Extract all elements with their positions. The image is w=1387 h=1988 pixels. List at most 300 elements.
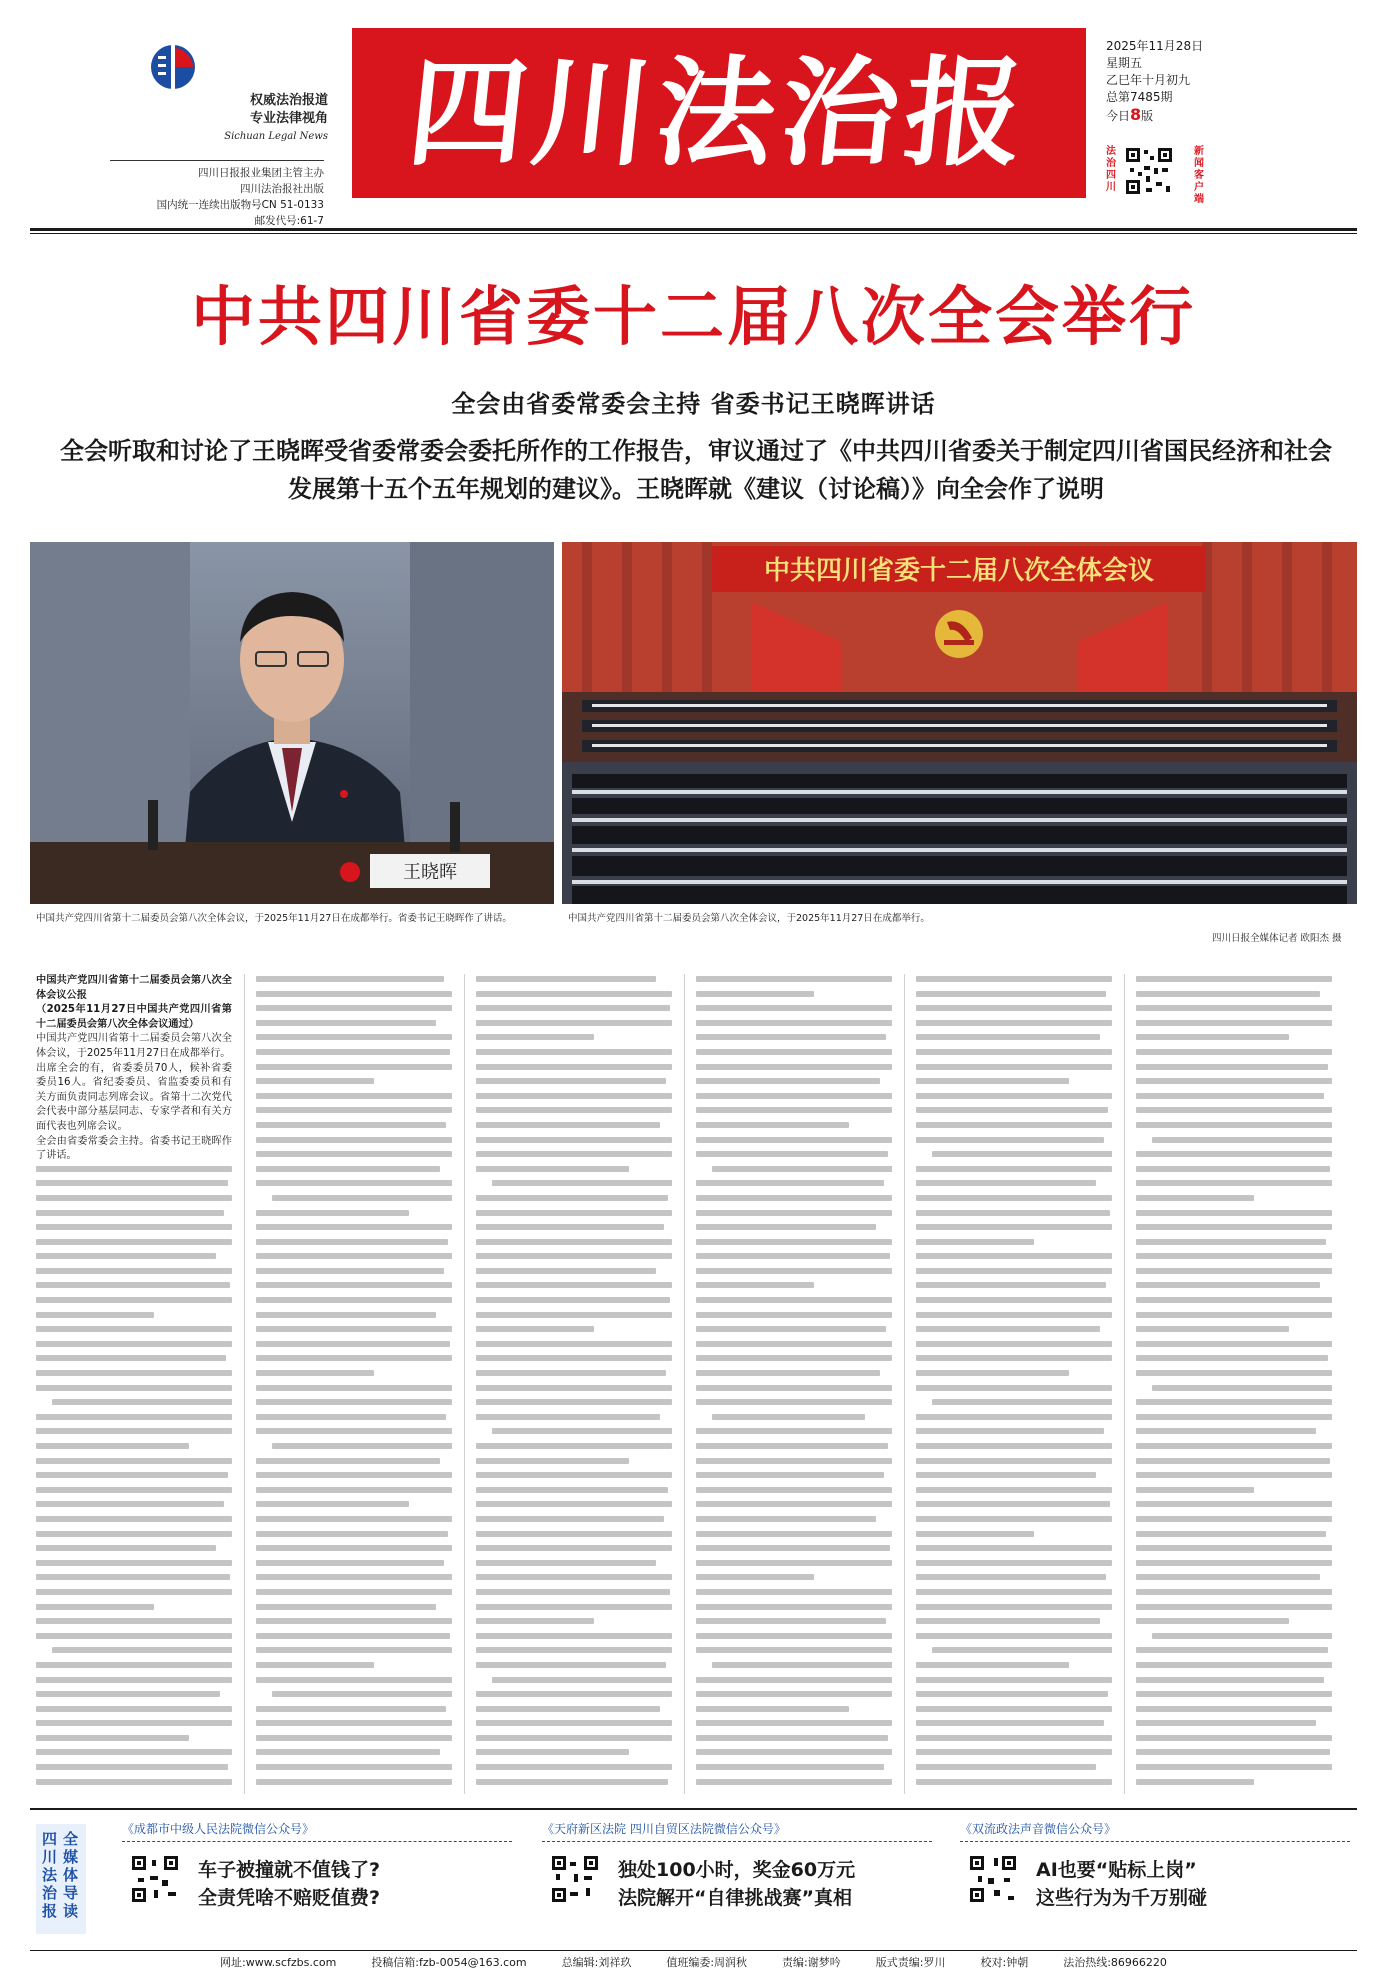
- text-line: [36, 1428, 232, 1434]
- lunar-date: 乙巳年十月初九: [1106, 73, 1191, 87]
- text-line: [476, 1166, 629, 1172]
- text-line: [256, 1034, 452, 1040]
- newspaper-logo-icon: [148, 42, 198, 92]
- text-line: [932, 1647, 1112, 1653]
- text-line: [476, 1487, 668, 1493]
- text-line: [256, 976, 444, 982]
- text-line: [476, 1078, 666, 1084]
- text-line: [256, 1531, 448, 1537]
- qr-label-left: 法治四川: [1106, 146, 1116, 193]
- text-line: [1136, 1691, 1332, 1697]
- text-line: [1136, 1399, 1332, 1405]
- text-line: [916, 1122, 1112, 1128]
- text-line: [1136, 1195, 1254, 1201]
- sponsor: 四川日报报业集团主管主办: [198, 167, 324, 179]
- page-count: 今日8版: [1106, 105, 1154, 124]
- text-line: [492, 1677, 672, 1683]
- text-line: [696, 1399, 892, 1405]
- text-line: [36, 1210, 224, 1216]
- text-line: [696, 1633, 892, 1639]
- text-line: [696, 1312, 892, 1318]
- text-line: [1136, 1210, 1332, 1216]
- text-line: [36, 1282, 230, 1288]
- text-line: [476, 1633, 672, 1639]
- text-line: [696, 1341, 892, 1347]
- text-line: [476, 1049, 672, 1055]
- text-line: [1136, 1020, 1332, 1026]
- text-line: [476, 1297, 670, 1303]
- text-line: [36, 1545, 216, 1551]
- newspaper-title: 四川法治报: [401, 43, 1037, 182]
- qr-code-icon[interactable]: [1124, 146, 1174, 196]
- text-line: [256, 1078, 374, 1084]
- text-line: [696, 1647, 892, 1653]
- text-line: [256, 1005, 452, 1011]
- text-line: [476, 1472, 672, 1478]
- text-line: [696, 1458, 892, 1464]
- session-banner: 中共四川省委十二届八次全体会议: [763, 556, 1155, 586]
- text-line: [696, 1618, 886, 1624]
- text-line: [52, 1647, 232, 1653]
- text-line: [696, 1224, 876, 1230]
- text-line: [256, 1253, 452, 1259]
- text-line: [696, 1049, 892, 1055]
- text-line: [1136, 1531, 1326, 1537]
- text-line: [1136, 1064, 1328, 1070]
- issue-weekday: 星期五: [1106, 56, 1143, 70]
- text-line: [256, 1049, 450, 1055]
- text-line: [272, 1443, 452, 1449]
- promo-source-3: 《双流政法声音微信公众号》: [960, 1820, 1350, 1842]
- footer-editor-in-chief: 总编辑:刘祥玖: [561, 1956, 632, 1969]
- text-line: [1136, 1166, 1330, 1172]
- text-line: [916, 1720, 1104, 1726]
- text-line: [256, 1501, 409, 1507]
- text-line: [916, 1078, 1069, 1084]
- text-line: [696, 1749, 892, 1755]
- text-line: [916, 1677, 1112, 1683]
- text-line: [916, 1210, 1110, 1216]
- text-line: [36, 1312, 154, 1318]
- text-line: [916, 1137, 1104, 1143]
- slogan-line-2: 专业法律视角: [249, 111, 328, 126]
- text-line: [916, 1195, 1112, 1201]
- text-line: [476, 1064, 672, 1070]
- text-line: [916, 1706, 1112, 1712]
- masthead-rule: [30, 228, 1357, 231]
- text-line: [256, 1428, 452, 1434]
- text-lines-column-3: [476, 976, 672, 1785]
- text-line: [1136, 1574, 1320, 1580]
- text-line: [476, 1005, 670, 1011]
- text-line: [492, 1180, 672, 1186]
- text-line: [1136, 1706, 1332, 1712]
- text-line: [476, 1443, 672, 1449]
- text-line: [256, 1749, 440, 1755]
- text-line: [256, 1268, 444, 1274]
- text-line: [1136, 1326, 1289, 1332]
- text-line: [36, 1749, 232, 1755]
- text-line: [52, 1399, 232, 1405]
- speaker-nameplate: 王晓晖: [403, 862, 457, 883]
- text-line: [476, 1239, 672, 1245]
- text-line: [36, 1239, 232, 1245]
- text-line: [476, 1224, 664, 1230]
- text-line: [916, 1385, 1112, 1391]
- main-headline: 中共四川省委十二届八次全会举行: [191, 281, 1196, 355]
- text-line: [696, 1355, 892, 1361]
- subheadline: 全会由省委常委会主持 省委书记王晓晖讲话: [451, 389, 936, 418]
- footer-layout-editor: 版式责编:罗川: [875, 1956, 946, 1969]
- text-line: [916, 1312, 1112, 1318]
- text-line: [256, 1545, 452, 1551]
- text-line: [256, 1239, 448, 1245]
- qr-code-icon[interactable]: [130, 1854, 180, 1904]
- text-line: [916, 1180, 1096, 1186]
- text-line: [1136, 1618, 1289, 1624]
- text-line: [476, 1399, 672, 1405]
- text-line: [916, 1618, 1100, 1624]
- text-line: [916, 1779, 1112, 1785]
- text-line: [476, 1662, 666, 1668]
- text-line: [916, 1487, 1112, 1493]
- text-line: [916, 1297, 1112, 1303]
- text-line: [696, 1706, 849, 1712]
- text-line: [916, 1443, 1112, 1449]
- body-column-1: [36, 974, 232, 1794]
- text-line: [256, 1137, 452, 1143]
- text-line: [36, 1604, 154, 1610]
- text-line: [916, 1662, 1069, 1668]
- text-line: [256, 1312, 436, 1318]
- text-line: [1136, 976, 1332, 982]
- text-line: [696, 1064, 892, 1070]
- text-line: [696, 1180, 884, 1186]
- text-line: [1136, 1151, 1332, 1157]
- text-line: [916, 1253, 1112, 1259]
- promo-item-1[interactable]: [122, 1820, 512, 1940]
- text-line: [696, 1093, 892, 1099]
- text-line: [256, 1341, 450, 1347]
- text-line: [1152, 1385, 1332, 1391]
- text-line: [36, 1385, 232, 1391]
- text-line: [256, 991, 452, 997]
- promo-item-3[interactable]: [960, 1820, 1350, 1940]
- footer-hotline: 法治热线:86966220: [1063, 1956, 1167, 1969]
- text-line: [916, 1574, 1106, 1580]
- text-line: [36, 1779, 232, 1785]
- text-line: [696, 1472, 884, 1478]
- text-line: [916, 1735, 1112, 1741]
- text-line: [256, 1297, 452, 1303]
- text-line: [696, 1779, 892, 1785]
- text-line: [696, 1691, 892, 1697]
- text-line: [492, 1428, 672, 1434]
- text-line: [1136, 1268, 1332, 1274]
- body-column-5: [916, 974, 1112, 1794]
- text-line: [256, 1180, 452, 1186]
- text-line: [476, 1341, 672, 1347]
- text-line: [476, 1385, 672, 1391]
- text-line: [696, 1487, 892, 1493]
- text-line: [916, 1545, 1112, 1551]
- text-line: [1136, 1501, 1332, 1507]
- text-line: [256, 1589, 452, 1595]
- text-line: [1136, 1370, 1332, 1376]
- text-line: [916, 1458, 1112, 1464]
- text-line: [476, 1764, 672, 1770]
- text-line: [256, 1107, 452, 1113]
- text-line: [1136, 1749, 1330, 1755]
- promo-item-2[interactable]: [542, 1820, 932, 1940]
- text-line: [256, 1282, 452, 1288]
- text-line: [256, 1093, 452, 1099]
- qr-area: [1106, 146, 1226, 205]
- text-line: [916, 1531, 1034, 1537]
- text-line: [916, 1764, 1096, 1770]
- text-line: [916, 1501, 1110, 1507]
- text-line: [696, 1720, 892, 1726]
- footer-email[interactable]: 投稿信箱:fzb-0054@163.com: [371, 1956, 527, 1969]
- text-line: [696, 1326, 886, 1332]
- text-line: [696, 1604, 892, 1610]
- footer-chief-editor: 责编:谢梦吟: [782, 1956, 841, 1969]
- text-line: [36, 1531, 232, 1537]
- text-line: [932, 1151, 1112, 1157]
- promo-source-1: 《成都市中级人民法院微信公众号》: [122, 1820, 512, 1842]
- text-line: [36, 1677, 232, 1683]
- text-line: [36, 1574, 230, 1580]
- text-line: [256, 1399, 452, 1405]
- text-line: [916, 991, 1106, 997]
- text-line: [476, 1560, 656, 1566]
- text-line: [36, 1195, 232, 1201]
- text-line: [916, 1414, 1112, 1420]
- text-line: [1136, 1487, 1254, 1493]
- text-line: [476, 1210, 672, 1216]
- text-line: [256, 1677, 452, 1683]
- text-line: [476, 1531, 672, 1537]
- text-line: [916, 1428, 1104, 1434]
- text-line: [916, 1239, 1034, 1245]
- text-lines-column-1: [36, 1166, 232, 1785]
- text-line: [916, 1749, 1112, 1755]
- text-line: [36, 1166, 232, 1172]
- text-line: [1152, 1137, 1332, 1143]
- body-column-4: [696, 974, 892, 1794]
- publication-info: [110, 160, 324, 229]
- text-line: [1136, 1472, 1332, 1478]
- text-line: [696, 1443, 888, 1449]
- text-line: [476, 1706, 660, 1712]
- text-line: [476, 1137, 672, 1143]
- text-line: [1136, 1034, 1289, 1040]
- text-line: [1136, 1122, 1332, 1128]
- text-line: [36, 1720, 232, 1726]
- text-line: [696, 1297, 892, 1303]
- text-line: [1136, 1589, 1332, 1595]
- media-guide-label: [36, 1824, 86, 1934]
- text-line: [696, 1385, 892, 1391]
- body-column-2: [256, 974, 452, 1794]
- photo-speaker: [30, 542, 554, 904]
- text-line: [1136, 1764, 1332, 1770]
- text-line: [476, 1501, 672, 1507]
- text-line: [916, 1341, 1112, 1347]
- text-line: [916, 1166, 1112, 1172]
- photo-caption-left: 中国共产党四川省第十二届委员会第八次全体会议，于2025年11月27日在成都举行。省委书记王晓晖作了讲话。: [36, 913, 512, 924]
- text-line: [36, 1691, 220, 1697]
- newspaper-flag: [352, 28, 1086, 198]
- cn-number: 国内统一连续出版物号CN 51-0133: [156, 199, 324, 211]
- text-line: [476, 1414, 660, 1420]
- text-line: [916, 1005, 1112, 1011]
- text-line: [696, 1195, 892, 1201]
- text-line: [932, 1399, 1112, 1405]
- text-line: [256, 1720, 452, 1726]
- text-line: [1136, 1093, 1324, 1099]
- text-line: [476, 1268, 656, 1274]
- text-line: [696, 1282, 814, 1288]
- text-line: [256, 1574, 452, 1580]
- text-line: [36, 1633, 232, 1639]
- page-count-number: 8: [1130, 105, 1142, 124]
- text-line: [1136, 1297, 1332, 1303]
- text-line: [256, 1779, 452, 1785]
- postal-code: 邮发代号:61-7: [254, 215, 324, 227]
- text-line: [476, 1589, 670, 1595]
- qr-code-icon[interactable]: [550, 1854, 600, 1904]
- text-line: [256, 1224, 452, 1230]
- text-line: [1136, 1414, 1332, 1420]
- text-line: [916, 1064, 1112, 1070]
- text-line: [36, 1370, 232, 1376]
- text-line: [36, 1443, 189, 1449]
- article-paragraph-1: 中国共产党四川省第十二届委员会第八次全体会议，于2025年11月27日在成都举行。: [36, 1033, 232, 1059]
- text-line: [36, 1487, 232, 1493]
- slogan-line-1: 权威法治报道: [249, 93, 328, 108]
- text-line: [696, 1677, 892, 1683]
- text-line: [476, 1691, 672, 1697]
- text-line: [696, 976, 892, 982]
- text-line: [476, 1282, 672, 1288]
- text-line: [476, 1034, 594, 1040]
- slogan-english: Sichuan Legal News: [224, 131, 328, 142]
- text-line: [916, 1589, 1112, 1595]
- text-line: [916, 1560, 1112, 1566]
- text-line: [1136, 1443, 1332, 1449]
- text-line: [476, 1458, 629, 1464]
- slogan: [150, 92, 328, 146]
- text-line: [36, 1589, 232, 1595]
- text-line: [256, 1633, 450, 1639]
- body-column-6: [1136, 974, 1332, 1794]
- text-line: [696, 1078, 880, 1084]
- text-line: [1136, 1078, 1332, 1084]
- text-line: [696, 1210, 892, 1216]
- text-line: [256, 1647, 452, 1653]
- text-line: [272, 1195, 452, 1201]
- text-line: [476, 1647, 672, 1653]
- media-guide-bar: [30, 1808, 1357, 1948]
- text-line: [36, 1516, 232, 1522]
- text-line: [476, 976, 656, 982]
- text-line: [696, 1531, 892, 1537]
- text-line: [36, 1472, 228, 1478]
- text-line: [36, 1253, 216, 1259]
- text-line: [712, 1662, 892, 1668]
- text-line: [256, 1487, 452, 1493]
- text-line: [1136, 1253, 1332, 1259]
- text-line: [476, 1355, 672, 1361]
- text-line: [256, 1355, 452, 1361]
- text-line: [1136, 1049, 1332, 1055]
- text-line: [476, 1720, 672, 1726]
- article-paragraph-2: 出席全会的有，省委委员70人，候补省委委员16人。省纪委委员、省监委委员和有关方面负责同志列席会议。省第十二次党代会代表中部分基层同志、专家学者和有关方面代表也列席会议。: [36, 1062, 232, 1132]
- text-line: [476, 1312, 672, 1318]
- text-line: [916, 1049, 1112, 1055]
- photo-caption-right: 中国共产党四川省第十二届委员会第八次全体会议，于2025年11月27日在成都举行。: [568, 913, 930, 924]
- footer-website[interactable]: 网址:www.scfzbs.com: [220, 1956, 337, 1969]
- text-line: [476, 1122, 660, 1128]
- text-line: [476, 1020, 672, 1026]
- text-line: [1136, 1341, 1332, 1347]
- text-line: [1152, 1633, 1332, 1639]
- deck-summary: 全会听取和讨论了王晓晖受省委常委会委托所作的工作报告，审议通过了《中共四川省委关于制定四川省国民经济和社会发展第十五个五年规划的建议》。王晓晖就《建议（讨论稿）》向全会作了说明: [60, 436, 1332, 503]
- text-line: [256, 1604, 436, 1610]
- article-paragraph-3: 全会由省委常委会主持。省委书记王晓晖作了讲话。: [36, 1135, 232, 1162]
- text-line: [256, 1151, 452, 1157]
- text-line: [272, 1691, 452, 1697]
- text-line: [256, 1020, 436, 1026]
- text-line: [476, 1516, 664, 1522]
- text-line: [1136, 1355, 1328, 1361]
- text-line: [1136, 1779, 1254, 1785]
- text-line: [1136, 1516, 1332, 1522]
- text-line: [1136, 1224, 1332, 1230]
- text-line: [916, 1107, 1108, 1113]
- qr-code-icon[interactable]: [968, 1854, 1018, 1904]
- publisher: 四川法治报社出版: [240, 183, 324, 195]
- media-guide-label-2: 全媒体导读: [63, 1830, 79, 1920]
- text-line: [916, 1034, 1100, 1040]
- text-line: [256, 1166, 440, 1172]
- issue-date: 2025年11月28日: [1106, 39, 1204, 53]
- masthead-rule-thin: [30, 233, 1357, 234]
- text-lines-column-6: [1136, 976, 1332, 1785]
- text-line: [256, 1122, 446, 1128]
- text-line: [1136, 1239, 1326, 1245]
- promo-headline-3: AI也要“贴标上岗” 这些行为为千万别碰: [1036, 1859, 1208, 1909]
- text-line: [1136, 1545, 1332, 1551]
- text-line: [696, 1589, 892, 1595]
- text-line: [696, 1151, 888, 1157]
- text-line: [712, 1166, 892, 1172]
- text-line: [696, 1239, 892, 1245]
- text-line: [256, 1560, 444, 1566]
- text-line: [696, 1735, 888, 1741]
- text-line: [916, 1282, 1106, 1288]
- text-line: [696, 1034, 886, 1040]
- text-line: [696, 1122, 849, 1128]
- text-line: [256, 1618, 452, 1624]
- text-line: [916, 1691, 1108, 1697]
- text-line: [256, 1370, 374, 1376]
- text-line: [696, 1253, 890, 1259]
- text-line: [36, 1224, 232, 1230]
- text-line: [476, 1604, 672, 1610]
- text-line: [696, 1428, 892, 1434]
